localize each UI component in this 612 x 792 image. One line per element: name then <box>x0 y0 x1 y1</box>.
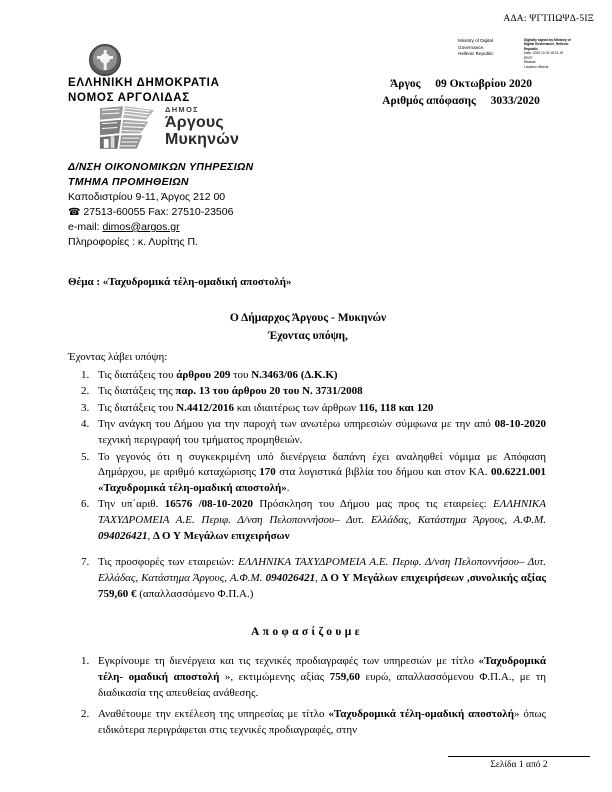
document-meta <box>330 76 592 111</box>
department-block <box>68 160 368 250</box>
telephone-icon: ☎ <box>68 206 81 218</box>
signature-authority-line2: Governance, <box>458 44 485 50</box>
argos-mycenae-emblem-icon <box>98 104 158 151</box>
consideration-item: 4. Την ανάγκη του Δήμου για την παροχή των ανωτέρω υπηρεσιών σύμφωνα με την από 08-10-2020 τεχνική περιγραφή του τμήματος προμηθειών. <box>92 417 546 448</box>
office-telephone: 27513-60055 Fax: 27510-23506 <box>83 205 234 218</box>
consideration-item: 7. Τις προσφορές των εταιρειών: ΕΛΛΗΝΙΚΑ ΤΑΧΥΔΡΟΜΕΙΑ Α.Ε. Περιφ. Δ/νση Πελοποννήσου– Δυτ. Ελλάδας, Κατάστημα Άργους, Α.Φ.Μ. 094026421, Δ Ο Υ Μεγάλων επιχειρήσεων ,συνολικής αξίας 759,60 € (απαλλασσόμενο Φ.Π.Α.) <box>92 555 546 602</box>
office-email-row <box>68 220 368 235</box>
mayor-title-block <box>68 310 548 346</box>
signature-detail-line7: Location: Athens <box>524 64 549 69</box>
greek-coat-of-arms-icon <box>88 44 122 80</box>
decision-item: 2. Αναθέτουμε την εκτέλεση της υπηρεσίας με τίτλο «Ταχυδρομικά τέλη-ομαδική αποστολή» όπως ειδικότερα περιγράφεται στις τεχνικές προδιαγραφές, στην <box>92 707 546 738</box>
signature-detail-line2: Digital Governance, Hellenic <box>524 42 569 47</box>
signature-detail-line1: Digitally signed by Ministry of <box>524 38 571 42</box>
decisions-list <box>68 654 546 738</box>
municipality-title-line1: Άργους <box>165 113 224 131</box>
decision-number-value: 3033/2020 <box>490 95 540 108</box>
directorate-name: Δ/ΝΣΗ ΟΙΚΟΝΟΜΙΚΩΝ ΥΠΗΡΕΣΙΩΝ <box>68 161 254 173</box>
place-and-date <box>330 76 592 93</box>
place: Άργος <box>390 78 421 90</box>
email-link[interactable]: dimos@argos.gr <box>102 220 180 233</box>
municipality-logo <box>98 104 239 151</box>
subject-text: «Ταχυδρομικά τέλη-ομαδική αποστολή» <box>102 276 292 288</box>
page-footer: Σελίδα 1 από 2 <box>448 756 590 770</box>
organization-line-2: ΝΟΜΟΣ ΑΡΓΟΛΙΔΑΣ <box>68 91 190 104</box>
signature-detail-line3: Republic <box>524 46 538 51</box>
ada-reference: ΑΔΑ: ΨΓΤΠΩΨΔ-5ΙΞ <box>503 14 594 24</box>
body-intro: Έχοντας λάβει υπόψη: <box>68 351 168 363</box>
office-address: Καποδιστρίου 9-11, Άργος 212 00 <box>68 190 226 203</box>
decision-number-row <box>330 93 592 110</box>
organization-line-1: ΕΛΛΗΝΙΚΗ ΔΗΜΟΚΡΑΤΙΑ <box>68 77 220 89</box>
municipality-wordmark <box>165 106 239 148</box>
signature-authority-line1: Ministry of Digital <box>458 38 493 43</box>
signature-detail-line6: Reason: <box>524 60 537 65</box>
document-body <box>68 350 546 745</box>
contact-person: Πληροφορίες : κ. Λυρίτης Π. <box>68 235 198 248</box>
considerations-list <box>68 368 546 603</box>
subject-label: Θέμα : <box>68 276 101 288</box>
signature-detail-line4: Date: 2020.10.09 15:01:19 <box>524 51 564 56</box>
date: 09 Οκτωβρίου 2020 <box>435 78 532 90</box>
consideration-item: 1. Τις διατάξεις του άρθρου 209 του Ν.3463/06 (Δ.Κ.Κ) <box>92 368 546 384</box>
signature-details <box>524 38 608 69</box>
considering-title: Έχοντας υπόψη, <box>268 329 348 342</box>
section-name: ΤΜΗΜΑ ΠΡΟΜΗΘΕΙΩΝ <box>68 175 189 188</box>
signature-detail-line5: EEST <box>524 55 533 60</box>
municipality-kicker: ΔΗΜΟΣ <box>165 105 199 115</box>
consideration-item: 3. Τις διατάξεις του Ν.4412/2016 και ιδιαιτέρως των άρθρων 116, 118 και 120 <box>92 401 546 417</box>
subject-line <box>68 276 292 288</box>
office-telephone-row <box>68 205 368 220</box>
consideration-item: 6. Την υπ΄αριθ. 16576 /08-10-2020 Πρόσκληση του Δήμου μας προς τις εταιρείες: ΕΛΛΗΝΙΚΑ ΤΑΧΥΔΡΟΜΕΙΑ Α.Ε. Περιφ. Δ/νση Πελοποννήσου– Δυτ. Ελλάδας, Κατάστημα Άργους, Α.Φ.Μ. 094026421, Δ Ο Υ Μεγάλων επιχειρήσων <box>92 497 546 544</box>
consideration-item: 5. Το γεγονός ότι η συγκεκριμένη υπό διενέργεια δαπάνη έχει αναληφθεί νόμιμα με Απόφαση Δημάρχου, με αριθμό καταχώρισης 170 στα λογιστικά βιβλία του δήμου και στον ΚΑ. 00.6221.001 «Ταχυδρομικά τέλη-ομαδική αποστολή». <box>92 450 546 497</box>
email-label: e-mail: <box>68 220 100 233</box>
decide-heading: Αποφασίζουμε <box>250 626 364 639</box>
signature-authority-line3: Hellenic Republic <box>458 51 494 57</box>
municipality-title-line2: Μυκηνών <box>165 130 240 148</box>
digital-signature-stamp <box>458 38 608 69</box>
signature-authority <box>458 38 520 58</box>
mayor-title: Ο Δήμαρχος Άργους - Μυκηνών <box>229 312 387 324</box>
organization-name <box>68 76 220 105</box>
decision-item: 1. Εγκρίνουμε τη διενέργεια και τις τεχνικές προδιαγραφές των υπηρεσιών με τίτλο «Ταχυδρομικά τέλη- ομαδική αποστολή », εκτιμώμενης αξίας 759,60 ευρώ, απαλλασσόμενου Φ.Π.Α., με τη διαδικασία της απευθείας ανάθεσης. <box>92 654 546 701</box>
consideration-item: 2. Τις διατάξεις της παρ. 13 του άρθρου 20 του Ν. 3731/2008 <box>92 384 546 400</box>
decision-number-label: Αριθμός απόφασης <box>382 95 476 108</box>
